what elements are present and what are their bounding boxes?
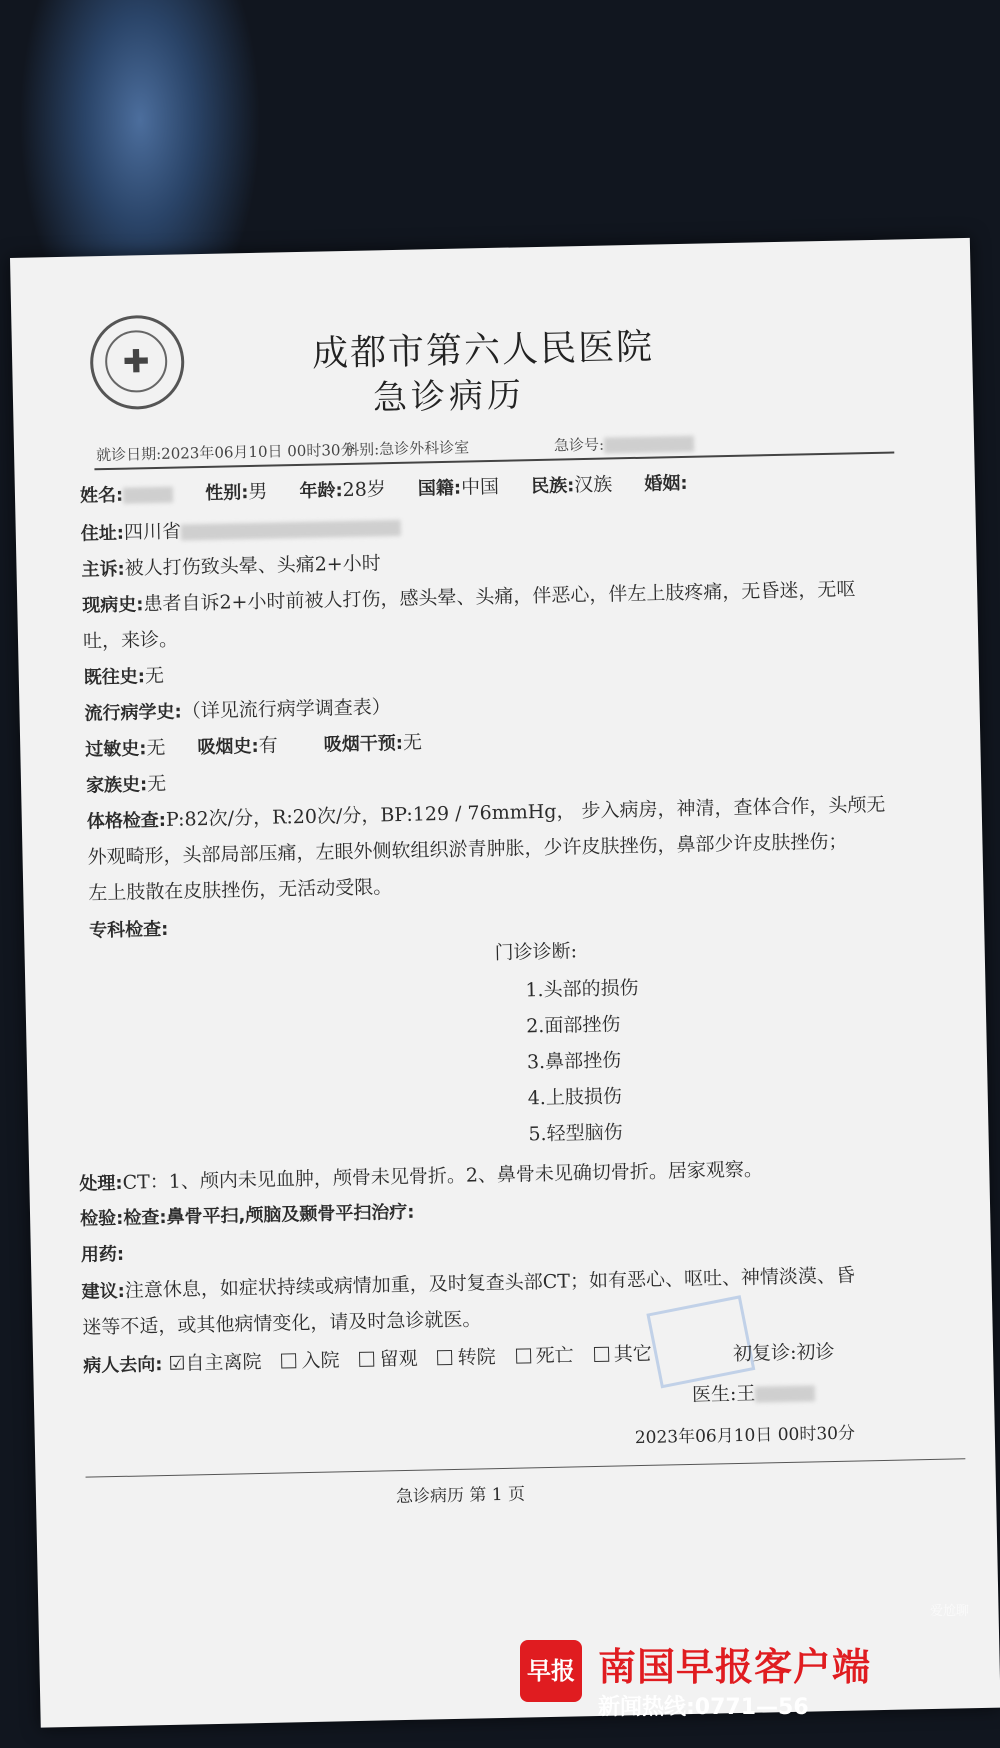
checkbox-checked-icon: ☑ <box>168 1352 186 1375</box>
epidemiology-row: 流行病学史:（详见流行病学调查表） <box>84 696 391 725</box>
patient-destination-row: 病人去向: ☑自主离院 入院 留观 转院 死亡 其它 <box>83 1342 652 1377</box>
advice-row: 建议:注意休息，如症状持续或病情加重，及时复查头部CT；如有恶心、呕吐、神情淡漠、昏 <box>81 1264 856 1303</box>
checkbox-icon <box>515 1348 530 1363</box>
allergy-smoking-row: 过敏史:无 吸烟史:有 吸烟干预:无 <box>85 731 423 761</box>
page-footer: 急诊病历 第 1 页 <box>395 1484 526 1508</box>
physical-exam-row-2: 外观畸形，头部局部压痛，左眼外侧软组织淤青肿胀，少许皮肤挫伤，鼻部少许皮肤挫伤； <box>87 830 848 869</box>
news-brand: 南国早报客户端 <box>598 1645 872 1689</box>
special-exam-row: 专科检查: <box>88 918 169 942</box>
diagnosis-item: 2.面部挫伤 <box>525 1013 621 1038</box>
visit-type: 初复诊:初诊 <box>732 1340 835 1366</box>
medical-record-sheet <box>10 238 1000 1728</box>
checkbox-icon <box>281 1353 296 1368</box>
diagnosis-title: 门诊诊断: <box>494 940 578 965</box>
hospital-name: 成都市第六人民医院 <box>311 326 655 375</box>
complaint-row: 主诉:被人打伤致头晕、头痛2+小时 <box>81 552 381 581</box>
diagnosis-item: 5.轻型脑伤 <box>528 1121 623 1146</box>
address-row: 住址:四川省 <box>80 512 401 546</box>
signature-date: 2023年06月10日 00时30分 <box>634 1423 856 1449</box>
physical-exam-row: 体格检查:P:82次/分，R:20次/分，BP:129 / 76mmHg， 步入病房，神清，查体合作，头颅无 <box>86 793 886 833</box>
hospital-seal-logo <box>89 314 185 410</box>
footer-divider <box>86 1458 966 1477</box>
diagnosis-item: 3.鼻部挫伤 <box>526 1049 622 1074</box>
treatment-row: 处理:CT：1、颅内未见血肿，颅骨未见骨折。2、鼻骨未见确切骨折。居家观察。 <box>79 1158 764 1195</box>
checkbox-icon <box>437 1350 452 1365</box>
checkbox-icon <box>594 1347 609 1362</box>
diagnosis-item: 4.上肢损伤 <box>527 1085 623 1110</box>
patient-info-row: 姓名: 性别:男 年龄:28岁 国籍:中国 民族:汉族 婚姻: <box>79 472 688 507</box>
test-row: 检验:检查:鼻骨平扫,颅脑及颞骨平扫治疗: <box>79 1201 415 1230</box>
past-history-row: 既往史:无 <box>83 664 165 689</box>
logo-emblem-icon: ✚ <box>105 330 168 393</box>
family-history-row: 家族史:无 <box>85 772 167 797</box>
history-row: 现病史:患者自诉2+小时前被人打伤，感头晕、头痛，伴恶心，伴左上肢疼痛，无昏迷，无呕 <box>82 578 856 617</box>
record-title: 急诊病历 <box>372 375 526 419</box>
news-badge-logo: 早报 <box>520 1640 582 1702</box>
medication-row: 用药: <box>80 1243 125 1266</box>
visit-date: 就诊日期:2023年06月10日 00时30分 <box>95 440 356 465</box>
watermark: 爱尬聊 <box>930 1604 970 1619</box>
doctor-signature: 医生:王 <box>692 1377 816 1407</box>
news-hotline: 新闻热线:0771—56 <box>598 1695 809 1720</box>
history-row-2: 吐，来诊。 <box>82 628 179 653</box>
physical-exam-row-3: 左上肢散在皮肤挫伤，无活动受限。 <box>88 876 393 905</box>
er-number: 急诊号: <box>554 432 694 456</box>
department: 科别:急诊外科诊室 <box>343 438 470 460</box>
advice-row-2: 迷等不适，或其他病情变化，请及时急诊就医。 <box>82 1308 482 1339</box>
diagnosis-item: 1.头部的损伤 <box>525 976 639 1002</box>
checkbox-icon <box>359 1352 374 1367</box>
